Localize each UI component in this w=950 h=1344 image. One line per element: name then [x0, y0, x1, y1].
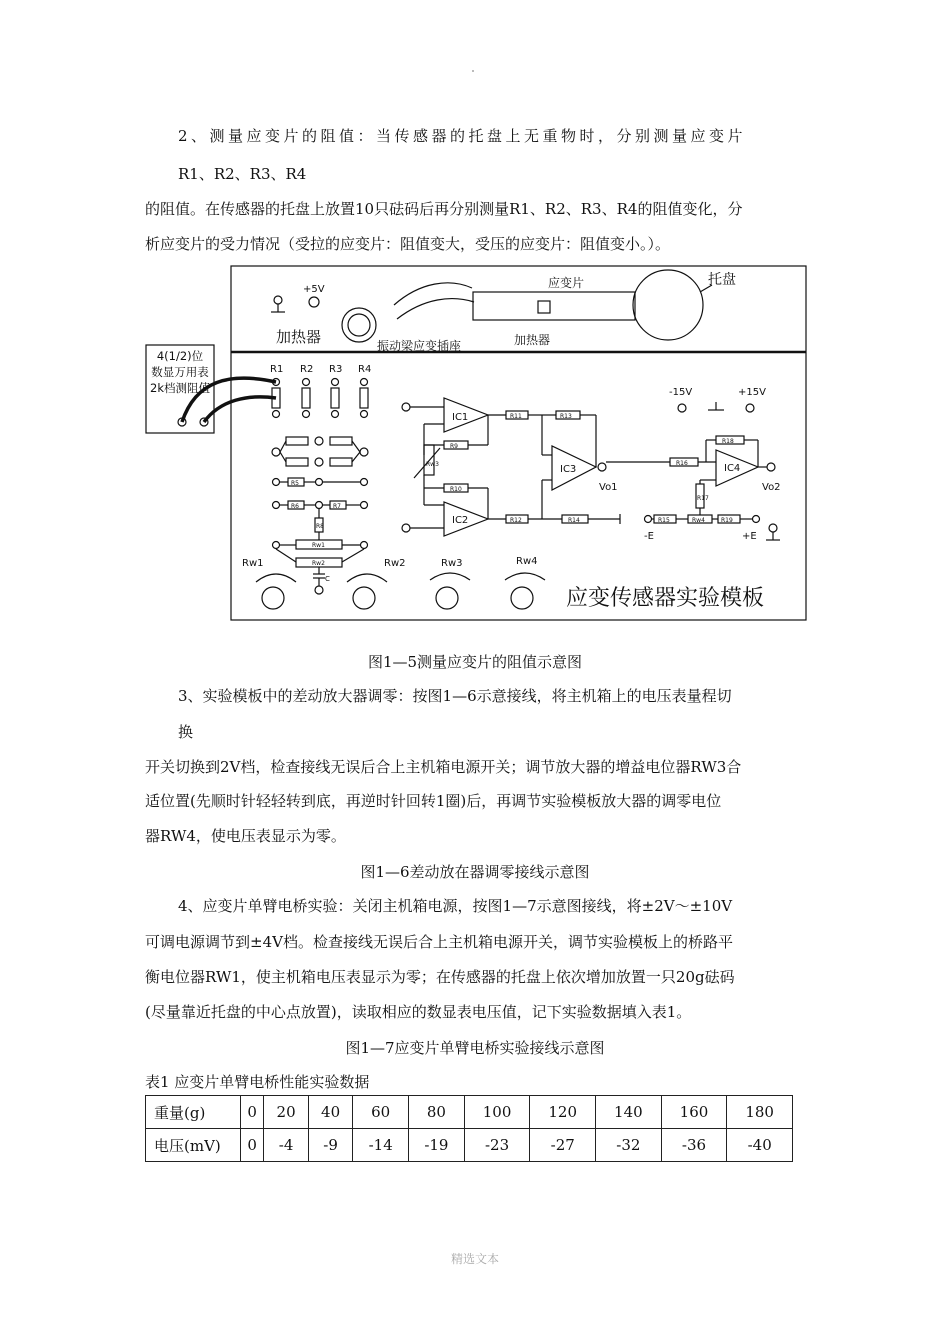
table-title: 表1 应变片单臂电桥性能实验数据	[145, 1073, 370, 1091]
rw3-label: Rw3	[441, 558, 463, 569]
table-cell: 160	[661, 1096, 727, 1129]
table-cell: -19	[409, 1129, 465, 1162]
rw1-box-label: Rw1	[312, 542, 325, 549]
table-cell: 120	[530, 1096, 596, 1129]
paragraph-3-line-2: 换	[178, 723, 194, 741]
r3-label: R3	[329, 364, 343, 375]
meter-line-2: 数显万用表	[151, 365, 209, 379]
r12-label: R12	[510, 517, 522, 524]
table-cell: -27	[530, 1129, 596, 1162]
table-cell: -14	[353, 1129, 409, 1162]
plus-e-label: +E	[742, 531, 757, 542]
table-cell: 180	[727, 1096, 793, 1129]
table-cell: 40	[308, 1096, 353, 1129]
capacitor-label: C	[325, 575, 330, 583]
r15-label: R15	[658, 517, 670, 524]
strain-sensor-module-diagram	[0, 0, 950, 660]
r17-label: R17	[697, 495, 709, 502]
paragraph-2-line-2: R1、R2、R3、R4	[178, 165, 307, 183]
figure-1-7-caption: 图1—7应变片单臂电桥实验接线示意图	[345, 1039, 605, 1057]
page-footer: 精选文本	[450, 1252, 499, 1266]
paragraph-2-line-1: 2、测量应变片的阻值：当传感器的托盘上无重物时，分别测量应变片	[178, 127, 747, 145]
table-cell: 80	[409, 1096, 465, 1129]
vo1-label: Vo1	[599, 482, 618, 493]
board-title: 应变传感器实验模板	[566, 586, 765, 611]
paragraph-2-line-4: 析应变片的受力情况（受拉的应变片：阻值变大，受压的应变片：阻值变小。）。	[145, 235, 671, 253]
rw2-box-label: Rw2	[312, 560, 325, 567]
table-cell: -9	[308, 1129, 353, 1162]
table-cell: -23	[464, 1129, 530, 1162]
figure-1-6-caption: 图1—6差动放在器调零接线示意图	[360, 863, 590, 881]
r4-label: R4	[358, 364, 372, 375]
table-cell: -40	[727, 1129, 793, 1162]
strain-gauge-mark	[538, 301, 550, 313]
r11-label: R11	[510, 413, 522, 420]
table-row	[146, 1129, 793, 1162]
r18-label: R18	[722, 438, 734, 445]
gauge-terminals	[272, 379, 368, 418]
r8-label: R8	[316, 523, 324, 530]
minus15v-label: -15V	[669, 387, 693, 398]
paragraph-3-line-3: 开关切换到2V档，检查接线无误后合上主机箱电源开关；调节放大器的增益电位器RW3合	[145, 758, 742, 776]
table-header-weight: 重量(g)	[146, 1096, 241, 1129]
table-cell: -36	[661, 1129, 727, 1162]
heater-small-label: 加热器	[514, 333, 551, 347]
r9-label: R9	[450, 443, 458, 450]
meter-line-1: 4(1/2)位	[156, 349, 204, 363]
r5-label: R5	[291, 480, 299, 487]
paragraph-4-line-3: 衡电位器RW1，使主机箱电压表显示为零；在传感器的托盘上依次增加放置一只20g砝码	[145, 968, 735, 986]
paragraph-3-line-1: 3、实验模板中的差动放大器调零：按图1—6示意接线，将主机箱上的电压表量程切	[178, 687, 732, 705]
table-cell: 60	[353, 1096, 409, 1129]
table-header-voltage: 电压(mV)	[146, 1129, 241, 1162]
paragraph-4-line-4: (尽量靠近托盘的中心点放置)，读取相应的数显表电压值，记下实验数据填入表1。	[145, 1003, 692, 1021]
r2-label: R2	[300, 364, 314, 375]
paragraph-3-line-4: 适位置(先顺时针轻轻转到底，再逆时针回转1圈)后，再调节实验模板放大器的调零电位	[145, 792, 722, 810]
meter-line-3: 2k档测阻值	[150, 381, 210, 395]
paragraph-4-line-2: 可调电源调节到±4V档。检查接线无误后合上主机箱电源开关，调节实验模板上的桥路平	[145, 933, 733, 951]
rw1-label: Rw1	[242, 558, 264, 569]
r14-label: R14	[568, 517, 580, 524]
ic3-label: IC3	[560, 464, 577, 475]
r19-label: R19	[721, 517, 733, 524]
r16-label: R16	[676, 460, 688, 467]
table-cell: 140	[596, 1096, 662, 1129]
table-cell: -4	[264, 1129, 309, 1162]
plus5v-label: +5V	[303, 284, 325, 295]
table-row	[146, 1096, 793, 1129]
ic4-label: IC4	[724, 463, 741, 474]
rw4-box-label: Rw4	[692, 517, 705, 524]
vo2-label: Vo2	[762, 482, 781, 493]
table-cell: 20	[264, 1096, 309, 1129]
data-table	[145, 1095, 793, 1162]
potentiometer-knobs	[256, 573, 545, 609]
vibration-socket	[342, 308, 376, 342]
rw3-box-label: Rw3	[426, 461, 439, 468]
bridge-network	[272, 437, 368, 594]
heater-main-label: 加热器	[276, 328, 322, 346]
ic2-label: IC2	[452, 515, 469, 526]
tray	[633, 270, 703, 340]
rw2-label: Rw2	[384, 558, 406, 569]
r6-label: R6	[291, 503, 299, 510]
table-cell: 100	[464, 1096, 530, 1129]
table-cell: 0	[241, 1096, 264, 1129]
tray-label: 托盘	[708, 272, 736, 288]
table-cell: -32	[596, 1129, 662, 1162]
rw4-label: Rw4	[516, 556, 538, 567]
minus-e-label: -E	[644, 531, 654, 542]
paragraph-3-line-5: 器RW4，使电压表显示为零。	[145, 827, 346, 845]
r1-label: R1	[270, 364, 284, 375]
strain-beam	[473, 292, 635, 320]
r13-label: R13	[560, 413, 572, 420]
strain-gauge-label: 应变片	[548, 276, 585, 290]
vibration-socket-label: 振动梁应变插座	[377, 339, 462, 353]
paragraph-2-line-3: 的阻值。在传感器的托盘上放置10只砝码后再分别测量R1、R2、R3、R4的阻值变化，分	[145, 200, 743, 218]
plus15v-label: +15V	[738, 387, 766, 398]
r7-label: R7	[333, 503, 341, 510]
paragraph-4-line-1: 4、应变片单臂电桥实验：关闭主机箱电源，按图1—7示意图接线，将±2V～±10V	[178, 897, 733, 915]
figure-1-5-caption: 图1—5测量应变片的阻值示意图	[367, 653, 583, 671]
r10-label: R10	[450, 486, 462, 493]
table-cell: 0	[241, 1129, 264, 1162]
ic1-label: IC1	[452, 412, 469, 423]
